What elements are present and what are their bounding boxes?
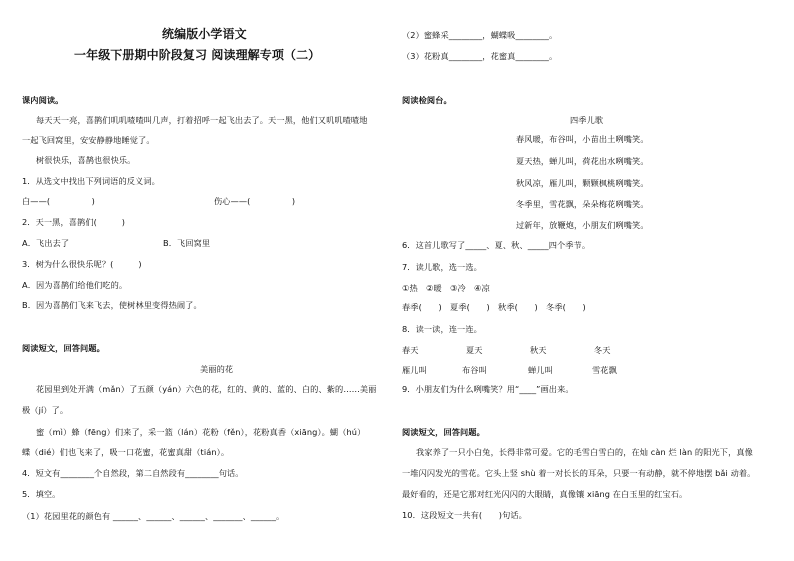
match-top-summer: 夏天 xyxy=(466,345,483,355)
match-bottom-1: 雁儿叫 xyxy=(402,365,427,375)
section-heading-reading-check: 阅读检阅台。 xyxy=(402,95,452,105)
question-1-item-a: 白——( ) xyxy=(22,196,95,206)
match-bottom-4: 雪花飘 xyxy=(592,365,617,375)
question-2-option-a: A．飞出去了 xyxy=(22,238,70,248)
match-top-winter: 冬天 xyxy=(594,345,611,355)
passage-3-line-2: 一堆闪闪发光的雪花。它头上竖 shù 着一对长长的耳朵，只要一有动静，就不停地摆 bǎi 动着。 xyxy=(402,468,756,478)
passage-2-paragraph-2-line-2: 蝶（dié）们也飞来了，吸一口花蜜，花蜜真甜（tián）。 xyxy=(22,447,230,457)
passage-paragraph-2: 树很快乐，喜鹊也很快乐。 xyxy=(36,155,136,165)
question-6: 6．这首儿歌写了_____、夏、秋、_____四个季节。 xyxy=(402,240,591,250)
question-2: 2．天一黑，喜鹊们( ) xyxy=(22,217,126,227)
section-heading-short-passage-2: 阅读短文，回答问题。 xyxy=(402,427,485,437)
question-3-option-a: A．因为喜鹊们给他们吃的。 xyxy=(22,280,128,290)
passage-2-paragraph-1-line-2: 极（jí）了。 xyxy=(22,405,69,415)
match-top-autumn: 秋天 xyxy=(530,345,547,355)
question-9: 9．小朋友们为什么咧嘴笑？用“____”画出来。 xyxy=(402,384,574,394)
poem-line-1: 春风暖，布谷叫，小苗出土咧嘴笑。 xyxy=(516,134,649,144)
question-7-fill: 春季( ) 夏季( ) 秋季( ) 冬季( ) xyxy=(402,302,586,312)
question-5-part-3: （3）花粉真________，花蜜真________。 xyxy=(402,51,558,61)
section-heading-in-class-reading: 课内阅读。 xyxy=(22,95,64,105)
poem-title: 四季儿歌 xyxy=(570,115,604,125)
poem-line-2: 夏天热，蝉儿叫，荷花出水咧嘴笑。 xyxy=(516,156,649,166)
document-title: 统编版小学语文 xyxy=(162,27,247,41)
match-top-spring: 春天 xyxy=(402,345,419,355)
document-subtitle: 一年级下册期中阶段复习 阅读理解专项（二） xyxy=(74,48,321,62)
question-3-option-b: B．因为喜鹊们飞来飞去，使树林里变得热闹了。 xyxy=(22,300,202,310)
question-7: 7．读儿歌，选一选。 xyxy=(402,262,482,272)
match-bottom-3: 蝉儿叫 xyxy=(528,365,553,375)
question-8: 8．读一读，连一连。 xyxy=(402,324,482,334)
question-5-part-1: （1）花园里花的颜色有 ______、______、______、_______、______。 xyxy=(22,511,285,521)
section-heading-short-passage: 阅读短文，回答问题。 xyxy=(22,343,105,353)
poem-line-5: 过新年，放鞭炮，小朋友们咧嘴笑。 xyxy=(516,220,649,230)
question-1-item-b: 伤心——( ) xyxy=(214,196,296,206)
question-4: 4．短文有________个自然段，第二自然段有________句话。 xyxy=(22,468,244,478)
passage-title: 美丽的花 xyxy=(200,364,234,374)
passage-2-paragraph-1-line-1: 花园里到处开满（mǎn）了五颜（yán）六色的花，红的、黄的、蓝的、白的、紫的……美丽 xyxy=(36,384,377,394)
passage-2-paragraph-2-line-1: 蜜（mì）蜂（fēng）们来了，采一篮（lán）花粉（fěn），花粉真香（xiāng）。蝴（hú） xyxy=(36,427,366,437)
question-3: 3．树为什么很快乐呢？( ) xyxy=(22,259,142,269)
question-1: 1．从选文中找出下列词语的反义词。 xyxy=(22,176,160,186)
passage-3-line-3: 最好看的，还是它那对红光闪闪的大眼睛，真像镶 xiāng 在白玉里的红宝石。 xyxy=(402,489,688,499)
question-5: 5．填空。 xyxy=(22,489,61,499)
match-bottom-2: 布谷叫 xyxy=(462,365,487,375)
passage-paragraph-1-line-1: 每天天一亮，喜鹊们叽叽喳喳叫几声，打着招呼一起飞出去了。天一黑，他们又叽叽喳喳地 xyxy=(36,115,368,125)
poem-line-4: 冬季里，雪花飘，朵朵梅花咧嘴笑。 xyxy=(516,199,649,209)
question-5-part-2: （2）蜜蜂采________，蝴蝶吸________。 xyxy=(402,30,558,40)
passage-paragraph-1-line-2: 一起飞回窝里，安安静静地睡觉了。 xyxy=(22,135,155,145)
poem-line-3: 秋风凉，雁儿叫，颗颗枫桃咧嘴笑。 xyxy=(516,178,649,188)
question-7-options: ①热 ②暖 ③冷 ④凉 xyxy=(402,283,490,293)
question-2-option-b: B．飞回窝里 xyxy=(163,238,211,248)
passage-3-line-1: 我家养了一只小白兔，长得非常可爱。它的毛雪白雪白的，在灿 càn 烂 làn 的阳光下，真像 xyxy=(416,447,753,457)
question-10: 10．这段短文一共有( )句话。 xyxy=(402,510,527,520)
